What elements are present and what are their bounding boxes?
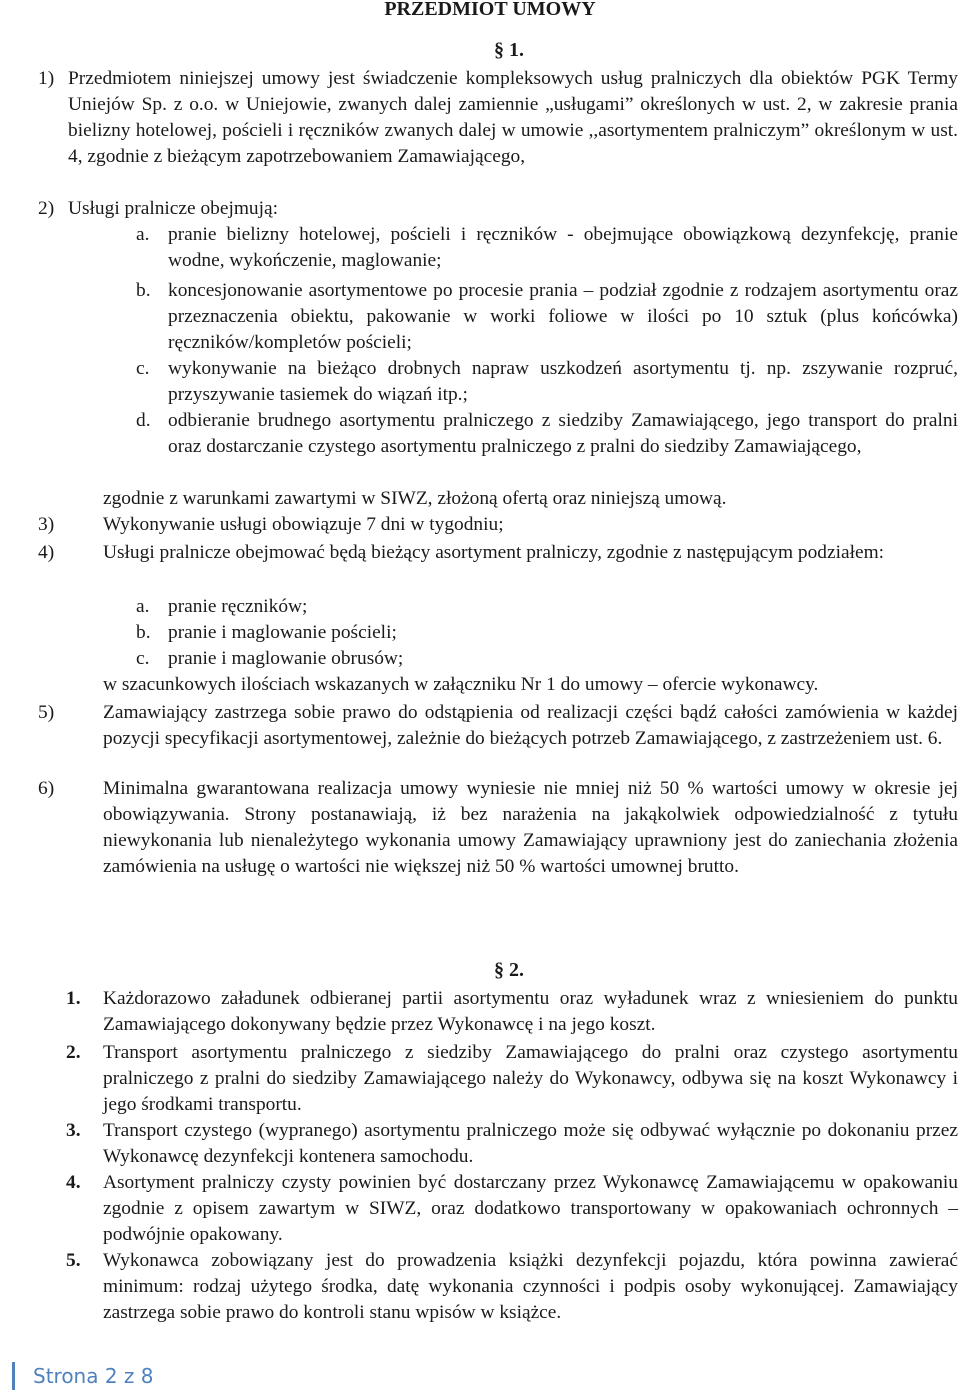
- section-1-item-4-closing: w szacunkowych ilościach wskazanych w załączniku Nr 1 do umowy – ofercie wykonawcy.: [103, 674, 819, 695]
- document-title: PRZEDMIOT UMOWY: [384, 0, 596, 20]
- item-number: 4.: [66, 1172, 81, 1193]
- footer-accent-bar: [12, 1362, 15, 1390]
- section-2-item-2: Transport asortymentu pralniczego z siedziby Zamawiającego do pralni oraz czystego asortymentu pralniczego z pralni do siedziby Zamawiającego należy do Wykonawcy, odbywa się na koszt Wykonawcy i jego środkami transportu.: [103, 1042, 958, 1115]
- section-1-item-4: Usługi pralnicze obejmować będą bieżący asortyment pralniczy, zgodnie z następującym podziałem:: [103, 542, 885, 563]
- sub-letter: a.: [136, 596, 150, 617]
- item-number: 2.: [66, 1042, 81, 1063]
- section-1-item-4b: pranie i maglowanie pościeli;: [168, 622, 397, 643]
- section-1-item-2d: odbieranie brudnego asortymentu pralniczego z siedziby Zamawiającego, jego transport do pralni oraz dostarczanie czystego asortymentu pralniczego z pralni do siedziby Zamawiającego,: [168, 410, 958, 457]
- section-1-item-4a: pranie ręczników;: [168, 596, 308, 617]
- section-1-item-2b: koncesjonowanie asortymentowe po procesie prania – podział zgodnie z rodzajem asortymentu oraz przeznaczenia obiektu, pakowanie w worki foliowe w ilości po 10 sztuk (plus końcówka) ręczników/kompletów pościeli;: [168, 280, 958, 353]
- item-number: 1): [38, 68, 55, 89]
- section-1-item-2: Usługi pralnicze obejmują:: [68, 198, 279, 219]
- page-number: Strona 2 z 8: [33, 1364, 154, 1388]
- section-2-item-5: Wykonawca zobowiązany jest do prowadzenia książki dezynfekcji pojazdu, która powinna zawierać minimum: rodzaj użytego środka, datę wykonania czynności i podpis osoby wykonującej. Zamawiający zastrzega sobie prawo do kontroli stanu wpisów w książce.: [103, 1250, 958, 1323]
- section-1-item-5: Zamawiający zastrzega sobie prawo do odstąpienia od realizacji części bądź całości zamówienia w każdej pozycji specyfikacji asortymentowej, zależnie do bieżących potrzeb Zamawiającego, z zastrzeżeniem ust. 6.: [103, 702, 958, 749]
- item-number: 6): [38, 778, 55, 799]
- item-number: 2): [38, 198, 55, 219]
- item-number: 1.: [66, 988, 81, 1009]
- section-1-item-3: Wykonywanie usługi obowiązuje 7 dni w tygodniu;: [103, 514, 504, 535]
- item-number: 4): [38, 542, 55, 563]
- section-1-item-2-closing: zgodnie z warunkami zawartymi w SIWZ, złożoną ofertą oraz niniejszą umową.: [103, 488, 727, 509]
- sub-letter: b.: [136, 280, 151, 301]
- sub-letter: d.: [136, 410, 151, 431]
- sub-letter: a.: [136, 224, 150, 245]
- section-2-heading: § 2.: [494, 959, 524, 981]
- item-number: 3.: [66, 1120, 81, 1141]
- item-number: 5): [38, 702, 55, 723]
- section-1-item-2c: wykonywanie na bieżąco drobnych napraw uszkodzeń asortymentu tj. np. zszywanie rozpruć, przyszywanie tasiemek do wiązań itp.;: [168, 358, 958, 405]
- section-1-item-4c: pranie i maglowanie obrusów;: [168, 648, 404, 669]
- sub-letter: b.: [136, 622, 151, 643]
- section-1-item-6: Minimalna gwarantowana realizacja umowy wyniesie nie mniej niż 50 % wartości umowy w okresie jej obowiązywania. Strony postanawiają, iż bez narażenia na jakąkolwiek odpowiedzialność z tytułu niewykonania lub nienależytego wykonania umowy Zamawiający uprawniony jest do zaniechania złożenia zamówienia na usługę o wartości nie większej niż 50 % wartości umownej brutto.: [103, 778, 958, 877]
- section-2-item-1: Każdorazowo załadunek odbieranej partii asortymentu oraz wyładunek wraz z wniesieniem do punktu Zamawiającego dokonywany będzie przez Wykonawcę i na jego koszt.: [103, 988, 958, 1035]
- sub-letter: c.: [136, 648, 150, 669]
- sub-letter: c.: [136, 358, 150, 379]
- section-1-heading: § 1.: [494, 39, 524, 61]
- item-number: 5.: [66, 1250, 81, 1271]
- section-1-item-1: Przedmiotem niniejszej umowy jest świadczenie kompleksowych usług pralniczych dla obiektów PGK Termy Uniejów Sp. z o.o. w Uniejowie, zwanych dalej zamiennie „usługami” określonych w ust. 2, w zakresie prania bielizny hotelowej, pościeli i ręczników zwanych dalej w umowie ,,asortymentem pralniczym” określonym w ust. 4, zgodnie z bieżącym zapotrzebowaniem Zamawiającego,: [68, 68, 958, 167]
- section-2-item-4: Asortyment pralniczy czysty powinien być dostarczany przez Wykonawcę Zamawiającemu w opakowaniu zgodnie z opisem zawartym w SIWZ, oraz dodatkowo transportowany w opakowaniach ochronnych – podwójnie opakowany.: [103, 1172, 958, 1245]
- item-number: 3): [38, 514, 55, 535]
- section-2-item-3: Transport czystego (wypranego) asortymentu pralniczego może się odbywać wyłącznie po dokonaniu przez Wykonawcę dezynfekcji kontenera samochodu.: [103, 1120, 958, 1167]
- section-1-item-2a: pranie bielizny hotelowej, pościeli i ręczników - obejmujące obowiązkową dezynfekcję, pranie wodne, wykończenie, maglowanie;: [168, 224, 958, 271]
